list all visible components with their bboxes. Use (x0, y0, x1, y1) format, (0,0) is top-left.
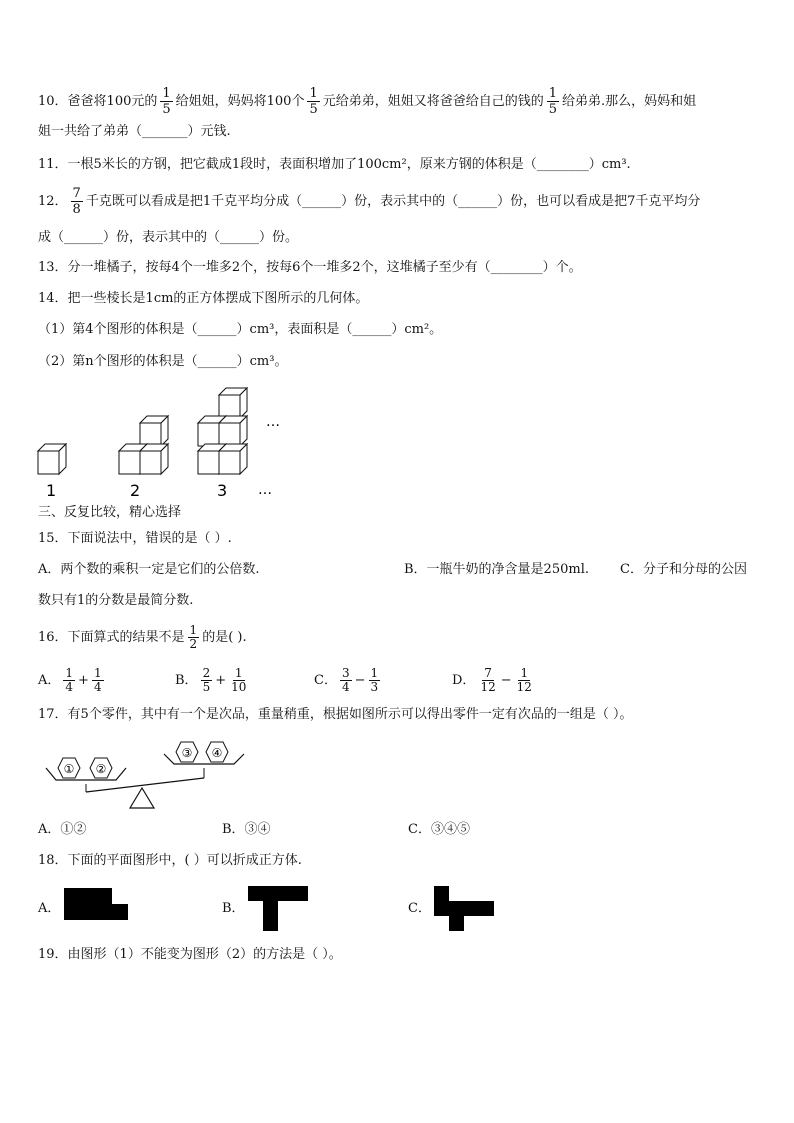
q15-option-c: C．分子和分母的公因 (620, 562, 747, 577)
q16-text-1: 16．下面算式的结果不是 (38, 630, 185, 645)
cube-fig3-mid-right (219, 416, 247, 446)
fig-label-1: 1 (46, 481, 57, 500)
q14-stem: 14．把一些棱长是1cm的正方体摆成下图所示的几何体。 (38, 291, 369, 306)
left-pan (46, 768, 126, 780)
q10-line2: 姐一共给了弟弟（_______）元钱. (38, 124, 231, 139)
q10-text-2: 给姐姐，妈妈将100个 (175, 94, 305, 109)
q10-line1 (38, 86, 696, 117)
q12-line1 (38, 186, 700, 217)
q18-net-c (432, 884, 496, 936)
q12-prefix: 12． (38, 194, 68, 209)
q10-text-3: 元给弟弟，姐姐又将爸爸给自己的钱的 (322, 94, 544, 109)
q10-text-1: 10．爸爸将100元的 (38, 94, 158, 109)
q14-sub2: （2）第n个图形的体积是（______）cm³。 (38, 354, 288, 369)
q16-option-b: B． $\frac{2}{5}$ + $\frac{1}{10}$ (175, 666, 247, 694)
cube-fig1 (38, 444, 66, 474)
q18-option-c-label: C． (408, 901, 431, 916)
cube-fig2-top (140, 416, 168, 446)
q16-option-a: A． $\frac{1}{4}$ + $\frac{1}{4}$ (38, 666, 102, 694)
q17-option-c: C．③④⑤ (408, 822, 470, 837)
q13: 13．分一堆橘子，按每4个一堆多2个，按每6个一堆多2个，这堆橘子至少有（________）个。 (38, 260, 582, 275)
q12-text-1: 千克既可以看成是把1千克平均分成（______）份，表示其中的（______）份，也可以看成是把7千克平均分 (85, 194, 701, 209)
q17-option-b: B．③④ (222, 822, 271, 837)
section-3-heading: 三、反复比较，精心选择 (38, 505, 182, 520)
part-3-label: ③ (181, 746, 193, 760)
q17-option-a: A．①② (38, 822, 87, 837)
fig-label-3: 3 (217, 481, 228, 500)
q10-text-4: 给弟弟.那么，妈妈和姐 (562, 94, 697, 109)
q15-option-a: A．两个数的乘积一定是它们的公倍数. (38, 562, 260, 577)
fulcrum (130, 788, 154, 808)
q19: 19．由图形（1）不能变为图形（2）的方法是（ ）。 (38, 947, 342, 962)
fig-label-2: 2 (130, 481, 141, 500)
q15-option-b: B．一瓶牛奶的净含量是250ml. (404, 562, 589, 577)
q16-stem (38, 624, 247, 651)
part-4-label: ④ (211, 746, 223, 760)
part-2-label: ② (95, 762, 107, 776)
q11: 11．一根5米长的方钢，把它截成1段时，表面积增加了100cm²，原来方钢的体积是（________）cm³. (38, 157, 631, 172)
q15-stem: 15．下面说法中，错误的是（ ）. (38, 531, 232, 546)
q15-option-c-cont: 数只有1的分数是最简分数. (38, 593, 194, 608)
q16-option-d: D． $\frac{7}{12}$ − $\frac{1}{12}$ (452, 666, 532, 694)
q10-fraction-c: $\frac{1}{5}$ (548, 86, 558, 117)
balance-scale-figure (40, 732, 250, 814)
cube-fig2-bottom-right (140, 444, 168, 474)
q16-half: $\frac{1}{2}$ (189, 623, 198, 651)
right-pan (164, 754, 244, 764)
q14-sub1: （1）第4个图形的体积是（______）cm³，表面积是（______）cm²。 (38, 322, 443, 337)
q10-fraction-a: $\frac{1}{5}$ (162, 86, 171, 117)
q18-net-b (246, 884, 316, 934)
ellipsis-bottom: … (258, 482, 272, 498)
q17-stem: 17．有5个零件，其中有一个是次品，重量稍重，根据如图所示可以得出零件一定有次品的一组是（ ）。 (38, 707, 633, 722)
cube-stacks-figure (30, 378, 290, 503)
q12-fraction: $\frac{7}{8}$ (72, 186, 81, 217)
q12-line2: 成（______）份，表示其中的（______）份。 (38, 230, 299, 245)
q10-fraction-b: $\frac{1}{5}$ (309, 86, 318, 117)
q18-option-b-label: B． (222, 901, 245, 916)
q16-option-c: C． $\frac{3}{4}$ − $\frac{1}{3}$ (314, 666, 379, 694)
q18-net-a (62, 885, 134, 927)
ellipsis-top: … (266, 414, 280, 430)
cube-fig3-bottom-right (219, 444, 247, 474)
cube-fig3-top (219, 388, 247, 418)
q16-text-2: 的是( ). (202, 630, 247, 645)
q18-stem: 18．下面的平面图形中，( ）可以折成正方体. (38, 853, 302, 868)
part-1-label: ① (63, 762, 75, 776)
q18-option-a-label: A． (38, 901, 61, 916)
